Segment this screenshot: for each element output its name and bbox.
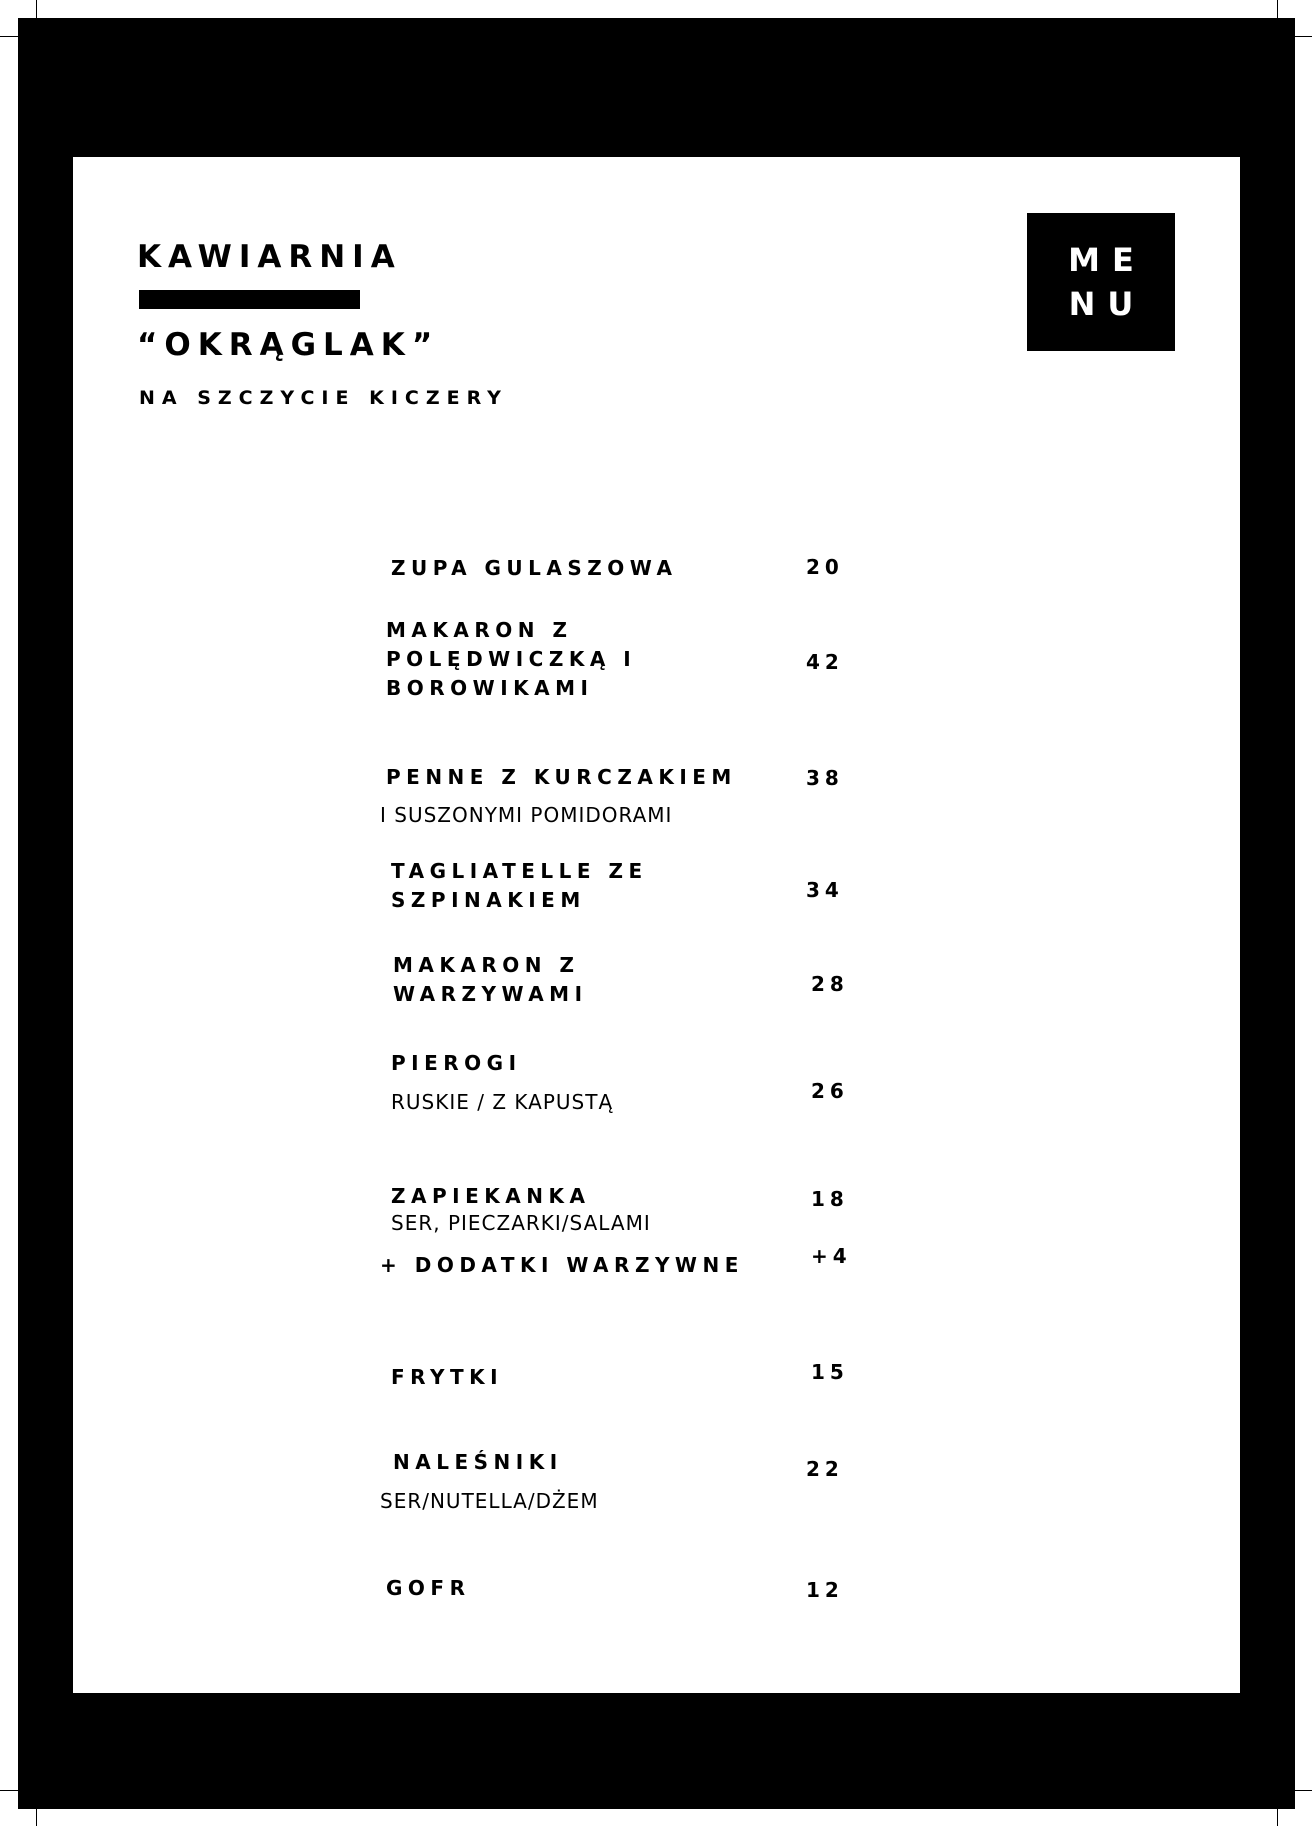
menu-item-name: GOFR [386, 1576, 471, 1600]
menu-item-price: 38 [806, 766, 844, 790]
cafe-name: “OKRĄGLAK” [137, 327, 440, 363]
menu-item-description: SER, PIECZARKI/SALAMI [391, 1211, 651, 1235]
menu-item-price: 34 [806, 878, 844, 902]
menu-item-name: PIEROGI [391, 1051, 522, 1075]
menu-item-description: SER/NUTELLA/DŻEM [380, 1489, 599, 1513]
menu-item-price: 26 [811, 1079, 849, 1103]
crop-mark [0, 1790, 18, 1791]
menu-item-name: SZPINAKIEM [391, 888, 586, 912]
crop-mark [1277, 0, 1278, 18]
menu-item-price: 42 [806, 650, 844, 674]
menu-item-name: ZUPA GULASZOWA [391, 556, 678, 580]
menu-item-price: 28 [811, 972, 849, 996]
crop-mark [1295, 36, 1312, 37]
menu-item-name: WARZYWAMI [393, 982, 588, 1006]
cafe-title: KAWIARNIA [137, 239, 402, 275]
title-underline [139, 290, 360, 309]
menu-item-name: TAGLIATELLE ZE [391, 859, 648, 883]
crop-mark [0, 36, 18, 37]
menu-item-price: 15 [811, 1360, 849, 1384]
menu-sheet-frame [18, 18, 1295, 1809]
menu-item-price: 12 [806, 1578, 844, 1602]
menu-item-name: NALEŚNIKI [393, 1450, 563, 1474]
crop-mark [1295, 1790, 1312, 1791]
menu-item-extra: + DODATKI WARZYWNE [380, 1253, 744, 1277]
menu-badge-line-2: NU [1068, 285, 1146, 323]
menu-item-name: ZAPIEKANKA [391, 1184, 591, 1208]
menu-item-price: 18 [811, 1187, 849, 1211]
menu-item-name: POLĘDWICZKĄ I [386, 647, 637, 671]
menu-item-price: 20 [806, 555, 844, 579]
menu-item-price: 22 [806, 1457, 844, 1481]
menu-item-name: MAKARON Z [386, 618, 573, 642]
menu-card [73, 157, 1240, 1693]
menu-item-name: MAKARON Z [393, 953, 580, 977]
menu-item-description: RUSKIE / Z KAPUSTĄ [391, 1090, 614, 1114]
menu-item-description: I SUSZONYMI POMIDORAMI [380, 803, 673, 827]
menu-item-name: FRYTKI [391, 1365, 504, 1389]
menu-item-extra-price: +4 [811, 1244, 852, 1268]
menu-badge-line-1: ME [1068, 241, 1146, 279]
crop-mark [36, 1809, 37, 1826]
crop-mark [36, 0, 37, 18]
menu-item-name: BOROWIKAMI [386, 676, 594, 700]
menu-item-name: PENNE Z KURCZAKIEM [386, 765, 737, 789]
menu-badge [1027, 213, 1175, 351]
crop-mark [1277, 1809, 1278, 1826]
cafe-subtitle: NA SZCZYCIE KICZERY [139, 387, 508, 409]
